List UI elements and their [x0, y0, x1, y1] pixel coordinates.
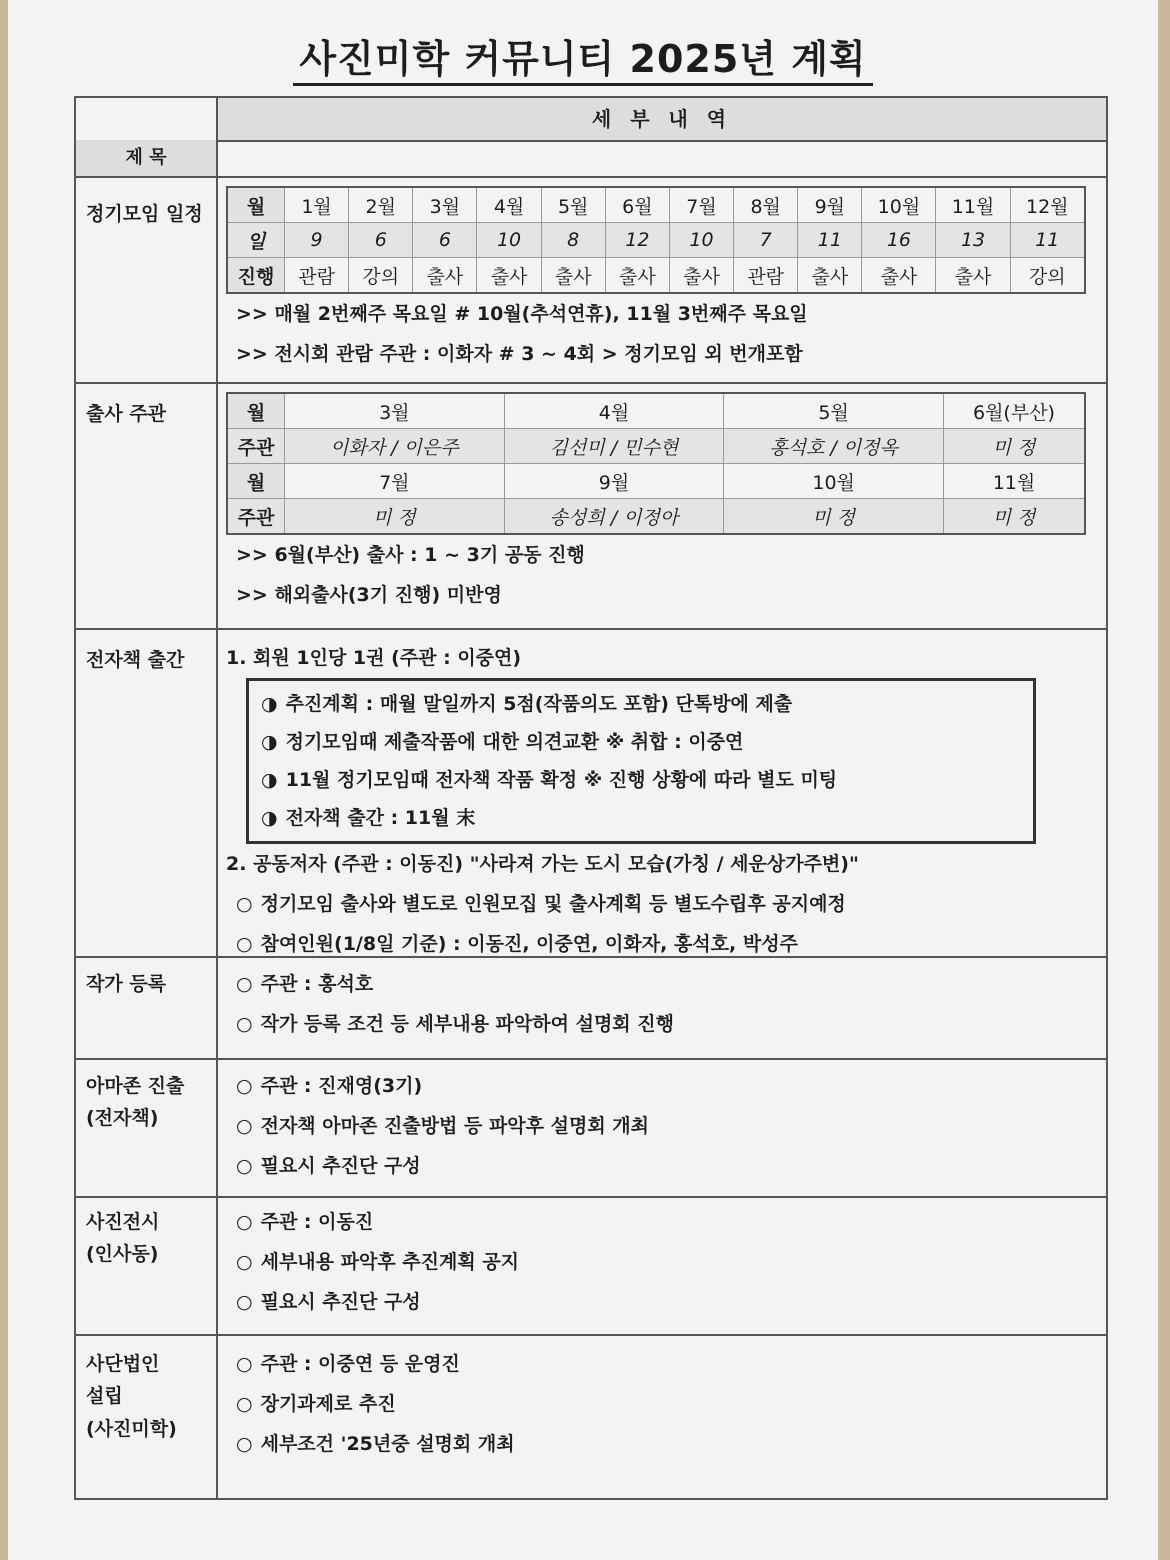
month-cell: 11월: [943, 464, 1085, 499]
progress-cell: 출사: [605, 258, 669, 294]
row-header: 월: [227, 187, 285, 223]
label-line: (인사동): [86, 1243, 159, 1266]
corp-line: 장기과제로 추진: [260, 1393, 396, 1415]
day-cell: 12: [605, 223, 669, 258]
month-cell: 10월: [862, 187, 936, 223]
meeting-note: >> 전시회 관람 주관 : 이화자 # 3 ~ 4회 > 정기모임 외 번개포함: [236, 343, 803, 365]
coauthor-line: 참여인원(1/8일 기준) : 이동진, 이중연, 이화자, 홍석호, 박성주: [260, 933, 798, 955]
section-exhibit: [226, 1202, 1096, 1322]
section-label-outing: 출사 주관: [86, 403, 167, 425]
page-title: 사진미학 커뮤니티 2025년 계획: [8, 28, 1158, 83]
section-label-ebook: 전자책 출간: [86, 649, 185, 671]
circle-bullet-icon: ○: [236, 893, 253, 915]
section-artist: [226, 964, 1096, 1044]
amazon-line: 필요시 추진단 구성: [260, 1155, 421, 1177]
row-header: 월: [227, 393, 285, 429]
day-cell: 7: [734, 223, 798, 258]
section-outing: [226, 392, 1096, 615]
half-circle-bullet-icon: ◑: [261, 769, 278, 791]
circle-bullet-icon: ○: [236, 1075, 253, 1097]
section-corp: [226, 1344, 1096, 1464]
circle-bullet-icon: ○: [236, 973, 253, 995]
progress-cell: 강의: [1010, 258, 1085, 294]
progress-cell: 강의: [349, 258, 413, 294]
month-cell: 10월: [724, 464, 944, 499]
divider: [76, 176, 1106, 178]
section-label-corp: [86, 1348, 177, 1445]
day-cell: 8: [541, 223, 605, 258]
progress-cell: 관람: [285, 258, 349, 294]
month-cell: 1월: [285, 187, 349, 223]
day-cell: 16: [862, 223, 936, 258]
section-amazon: [226, 1066, 1096, 1186]
month-cell: 5월: [541, 187, 605, 223]
divider: [76, 1334, 1106, 1336]
circle-bullet-icon: ○: [236, 1251, 253, 1273]
corp-line: 세부조건 '25년중 설명회 개최: [260, 1433, 515, 1455]
circle-bullet-icon: ○: [236, 1393, 253, 1415]
row-header: 월: [227, 464, 285, 499]
circle-bullet-icon: ○: [236, 1433, 253, 1455]
host-cell: 홍석호 / 이정옥: [724, 429, 944, 464]
plan-line: 11월 정기모임때 전자책 작품 확정 ※ 진행 상황에 따라 별도 미팅: [285, 769, 838, 791]
plan-line: 전자책 출간 : 11월 末: [285, 807, 476, 829]
divider: [216, 140, 1106, 142]
day-cell: 6: [349, 223, 413, 258]
host-cell: 이화자 / 이은주: [285, 429, 505, 464]
label-line: (전자책): [86, 1107, 159, 1130]
circle-bullet-icon: ○: [236, 1013, 253, 1035]
ebook-item-2: 2. 공동저자 (주관 : 이동진) "사라져 가는 도시 모습(가칭 / 세운상가주변)": [226, 853, 859, 875]
plan-line: 추진계획 : 매월 말일까지 5점(작품의도 포함) 단톡방에 제출: [285, 693, 793, 715]
day-cell: 6: [413, 223, 477, 258]
label-column: [76, 98, 218, 1498]
title-header: 제 목: [76, 140, 216, 176]
section-label-amazon: [86, 1070, 184, 1135]
month-cell: 9월: [504, 464, 724, 499]
artist-line: 주관 : 홍석호: [260, 973, 374, 995]
month-cell: 11월: [936, 187, 1010, 223]
label-line: (사진미학): [86, 1417, 177, 1440]
plan-line: 정기모임때 제출작품에 대한 의견교환 ※ 취합 : 이중연: [285, 731, 744, 753]
day-cell: 10: [477, 223, 541, 258]
row-header: 일: [227, 223, 285, 258]
half-circle-bullet-icon: ◑: [261, 693, 278, 715]
progress-cell: 출사: [936, 258, 1010, 294]
month-cell: 4월: [477, 187, 541, 223]
divider: [76, 382, 1106, 384]
month-cell: 2월: [349, 187, 413, 223]
corp-line: 주관 : 이중연 등 운영진: [260, 1353, 460, 1375]
month-cell: 6월(부산): [943, 393, 1085, 429]
label-line: 아마존 진출: [86, 1075, 185, 1097]
row-header: 주관: [227, 429, 285, 464]
progress-cell: 출사: [477, 258, 541, 294]
section-meeting: [226, 186, 1096, 374]
host-cell: 미 정: [943, 499, 1085, 535]
half-circle-bullet-icon: ◑: [261, 731, 278, 753]
divider: [76, 628, 1106, 630]
host-cell: 송성희 / 이정아: [504, 499, 724, 535]
outing-note: >> 6월(부산) 출사 : 1 ~ 3기 공동 진행: [236, 544, 585, 566]
label-line: 사단법인: [86, 1353, 160, 1375]
meeting-schedule-table: [226, 186, 1086, 294]
label-line: 사진전시: [86, 1211, 160, 1233]
divider: [76, 1058, 1106, 1060]
section-ebook: [226, 638, 1096, 964]
month-cell: 5월: [724, 393, 944, 429]
row-header: 주관: [227, 499, 285, 535]
row-header: 진행: [227, 258, 285, 294]
day-cell: 9: [285, 223, 349, 258]
amazon-line: 주관 : 진재영(3기): [260, 1075, 423, 1097]
month-cell: 4월: [504, 393, 724, 429]
progress-cell: 관람: [734, 258, 798, 294]
label-line: 설립: [86, 1385, 123, 1408]
month-cell: 3월: [413, 187, 477, 223]
divider: [76, 956, 1106, 958]
section-label-exhibit: [86, 1206, 159, 1271]
detail-header: 세 부 내 역: [218, 98, 1106, 140]
meeting-note: >> 매월 2번째주 목요일 # 10월(추석연휴), 11월 3번째주 목요일: [236, 303, 808, 325]
month-cell: 12월: [1010, 187, 1085, 223]
progress-cell: 출사: [862, 258, 936, 294]
circle-bullet-icon: ○: [236, 1353, 253, 1375]
circle-bullet-icon: ○: [236, 1115, 253, 1137]
host-cell: 미 정: [724, 499, 944, 535]
day-cell: 11: [1010, 223, 1085, 258]
day-cell: 10: [669, 223, 733, 258]
artist-line: 작가 등록 조건 등 세부내용 파악하여 설명회 진행: [260, 1013, 674, 1035]
host-cell: 미 정: [285, 499, 505, 535]
section-label-artist: 작가 등록: [86, 973, 167, 995]
progress-cell: 출사: [669, 258, 733, 294]
progress-cell: 출사: [541, 258, 605, 294]
month-cell: 7월: [285, 464, 505, 499]
coauthor-line: 정기모임 출사와 별도로 인원모집 및 출사계획 등 별도수립후 공지예정: [260, 893, 846, 915]
exhibit-line: 필요시 추진단 구성: [260, 1291, 421, 1313]
day-cell: 13: [936, 223, 1010, 258]
document-page: [8, 0, 1158, 1560]
half-circle-bullet-icon: ◑: [261, 807, 278, 829]
ebook-item-1: 1. 회원 1인당 1권 (주관 : 이중연): [226, 647, 522, 669]
divider: [76, 1196, 1106, 1198]
progress-cell: 출사: [413, 258, 477, 294]
circle-bullet-icon: ○: [236, 933, 253, 955]
day-cell: 11: [798, 223, 862, 258]
outing-host-table: [226, 392, 1086, 535]
month-cell: 6월: [605, 187, 669, 223]
host-cell: 미 정: [943, 429, 1085, 464]
exhibit-line: 세부내용 파악후 추진계획 공지: [260, 1251, 520, 1273]
month-cell: 8월: [734, 187, 798, 223]
amazon-line: 전자책 아마존 진출방법 등 파악후 설명회 개최: [260, 1115, 650, 1137]
exhibit-line: 주관 : 이동진: [260, 1211, 374, 1233]
circle-bullet-icon: ○: [236, 1211, 253, 1233]
progress-cell: 출사: [798, 258, 862, 294]
host-cell: 김선미 / 민수현: [504, 429, 724, 464]
outing-note: >> 해외출사(3기 진행) 미반영: [236, 584, 502, 606]
plan-table: [74, 96, 1108, 1500]
month-cell: 3월: [285, 393, 505, 429]
month-cell: 7월: [669, 187, 733, 223]
section-label-meeting: 정기모임 일정: [86, 203, 203, 225]
month-cell: 9월: [798, 187, 862, 223]
ebook-plan-box: [246, 678, 1036, 844]
circle-bullet-icon: ○: [236, 1155, 253, 1177]
circle-bullet-icon: ○: [236, 1291, 253, 1313]
